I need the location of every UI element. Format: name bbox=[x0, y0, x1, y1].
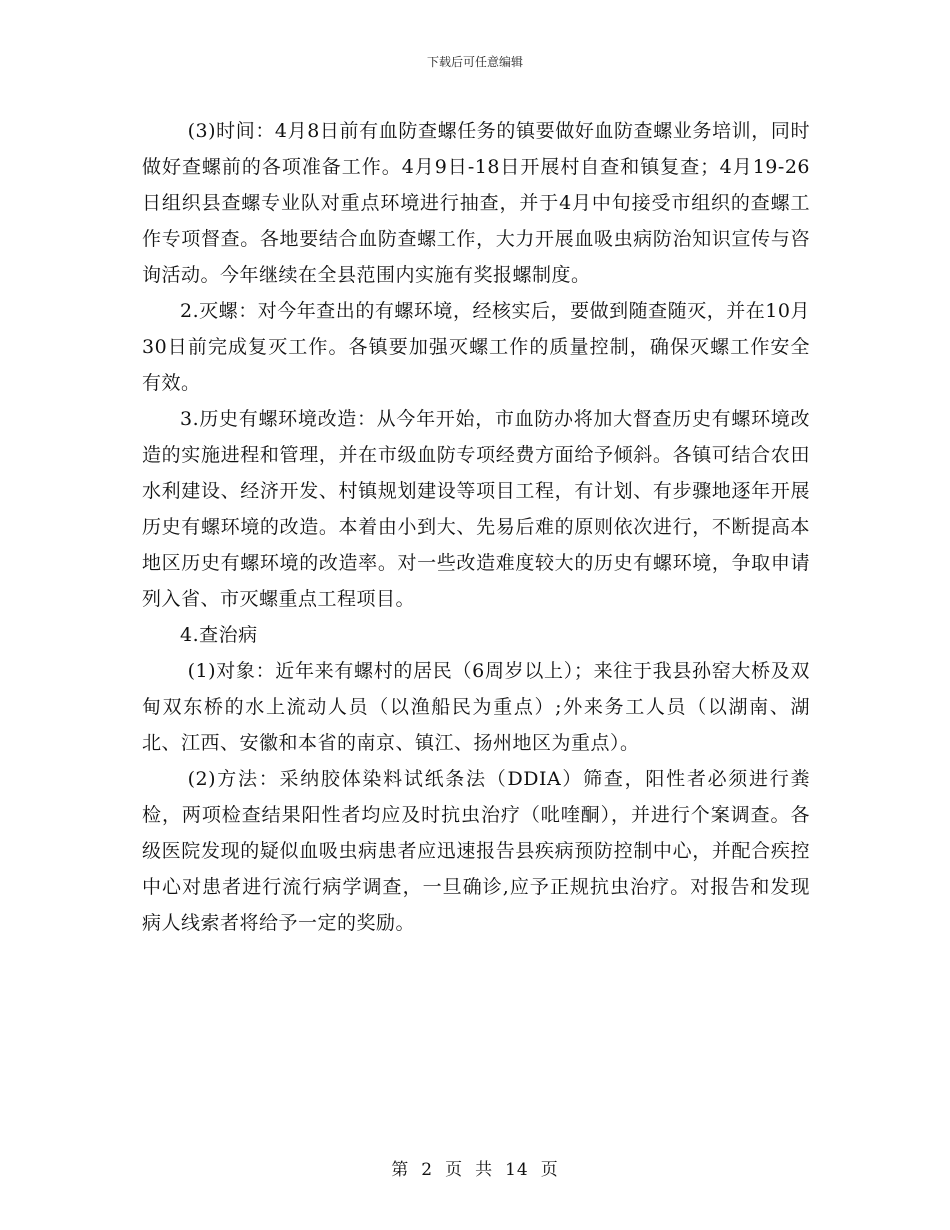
paragraph-time: (3)时间：4月8日前有血防查螺任务的镇要做好血防查螺业务培训，同时做好查螺前的各项准备工作。4月9日-18日开展村自查和镇复查；4月19-26日组织县查螺专业队对重点环境进行抽查，并于4月中旬接受市组织的查螺工作专项督查。各地要结合血防查螺工作，大力开展血吸虫病防治知识宣传与咨询活动。今年继续在全县范围内实施有奖报螺制度。 bbox=[142, 120, 810, 286]
paragraph-method: (2)方法：采纳胶体染料试纸条法（DDIA）筛查，阳性者必须进行粪检，两项检查结果阳性者均应及时抗虫治疗（吡喹酮），并进行个案调查。各级医院发现的疑似血吸虫病患者应迅速报告县疾病预防控制中心，并配合疾控中心对患者进行流行病学调查，一旦确诊,应予正规抗虫治疗。对报告和发现病人线索者将给予一定的奖励。 bbox=[142, 768, 810, 934]
paragraph-environment-reform: 3.历史有螺环境改造：从今年开始，市血防办将加大督查历史有螺环境改造的实施进程和管理，并在市级血防专项经费方面给予倾斜。各镇可结合农田水利建设、经济开发、村镇规划建设等项目工程，有计划、有步骤地逐年开展历史有螺环境的改造。本着由小到大、先易后难的原则依次进行，不断提高本地区历史有螺环境的改造率。对一些改造难度较大的历史有螺环境，争取申请列入省、市灭螺重点工程项目。 bbox=[142, 408, 810, 610]
paragraph-target-population: (1)对象：近年来有螺村的居民（6周岁以上）；来往于我县孙窑大桥及双甸双东桥的水上流动人员（以渔船民为重点）;外来务工人员（以湖南、湖北、江西、安徽和本省的南京、镇江、扬州地区为重点）。 bbox=[142, 660, 810, 754]
footer-total-pages: 14 bbox=[505, 1160, 529, 1180]
section-heading-disease-check: 4.查治病 bbox=[180, 624, 258, 646]
footer-label-total: 共 bbox=[475, 1160, 494, 1180]
footer-current-page: 2 bbox=[421, 1160, 434, 1180]
footer-label-unit-end: 页 bbox=[540, 1160, 559, 1180]
page-header: 下载后可任意编辑 bbox=[426, 55, 523, 69]
footer-label-unit: 页 bbox=[445, 1160, 464, 1180]
document-body bbox=[142, 113, 810, 941]
paragraph-snail-killing: 2.灭螺：对今年查出的有螺环境，经核实后，要做到随查随灭，并在10月30日前完成复灭工作。各镇要加强灭螺工作的质量控制，确保灭螺工作安全有效。 bbox=[142, 300, 810, 394]
footer-label-page: 第 bbox=[391, 1160, 410, 1180]
page-number-footer bbox=[0, 1155, 950, 1180]
